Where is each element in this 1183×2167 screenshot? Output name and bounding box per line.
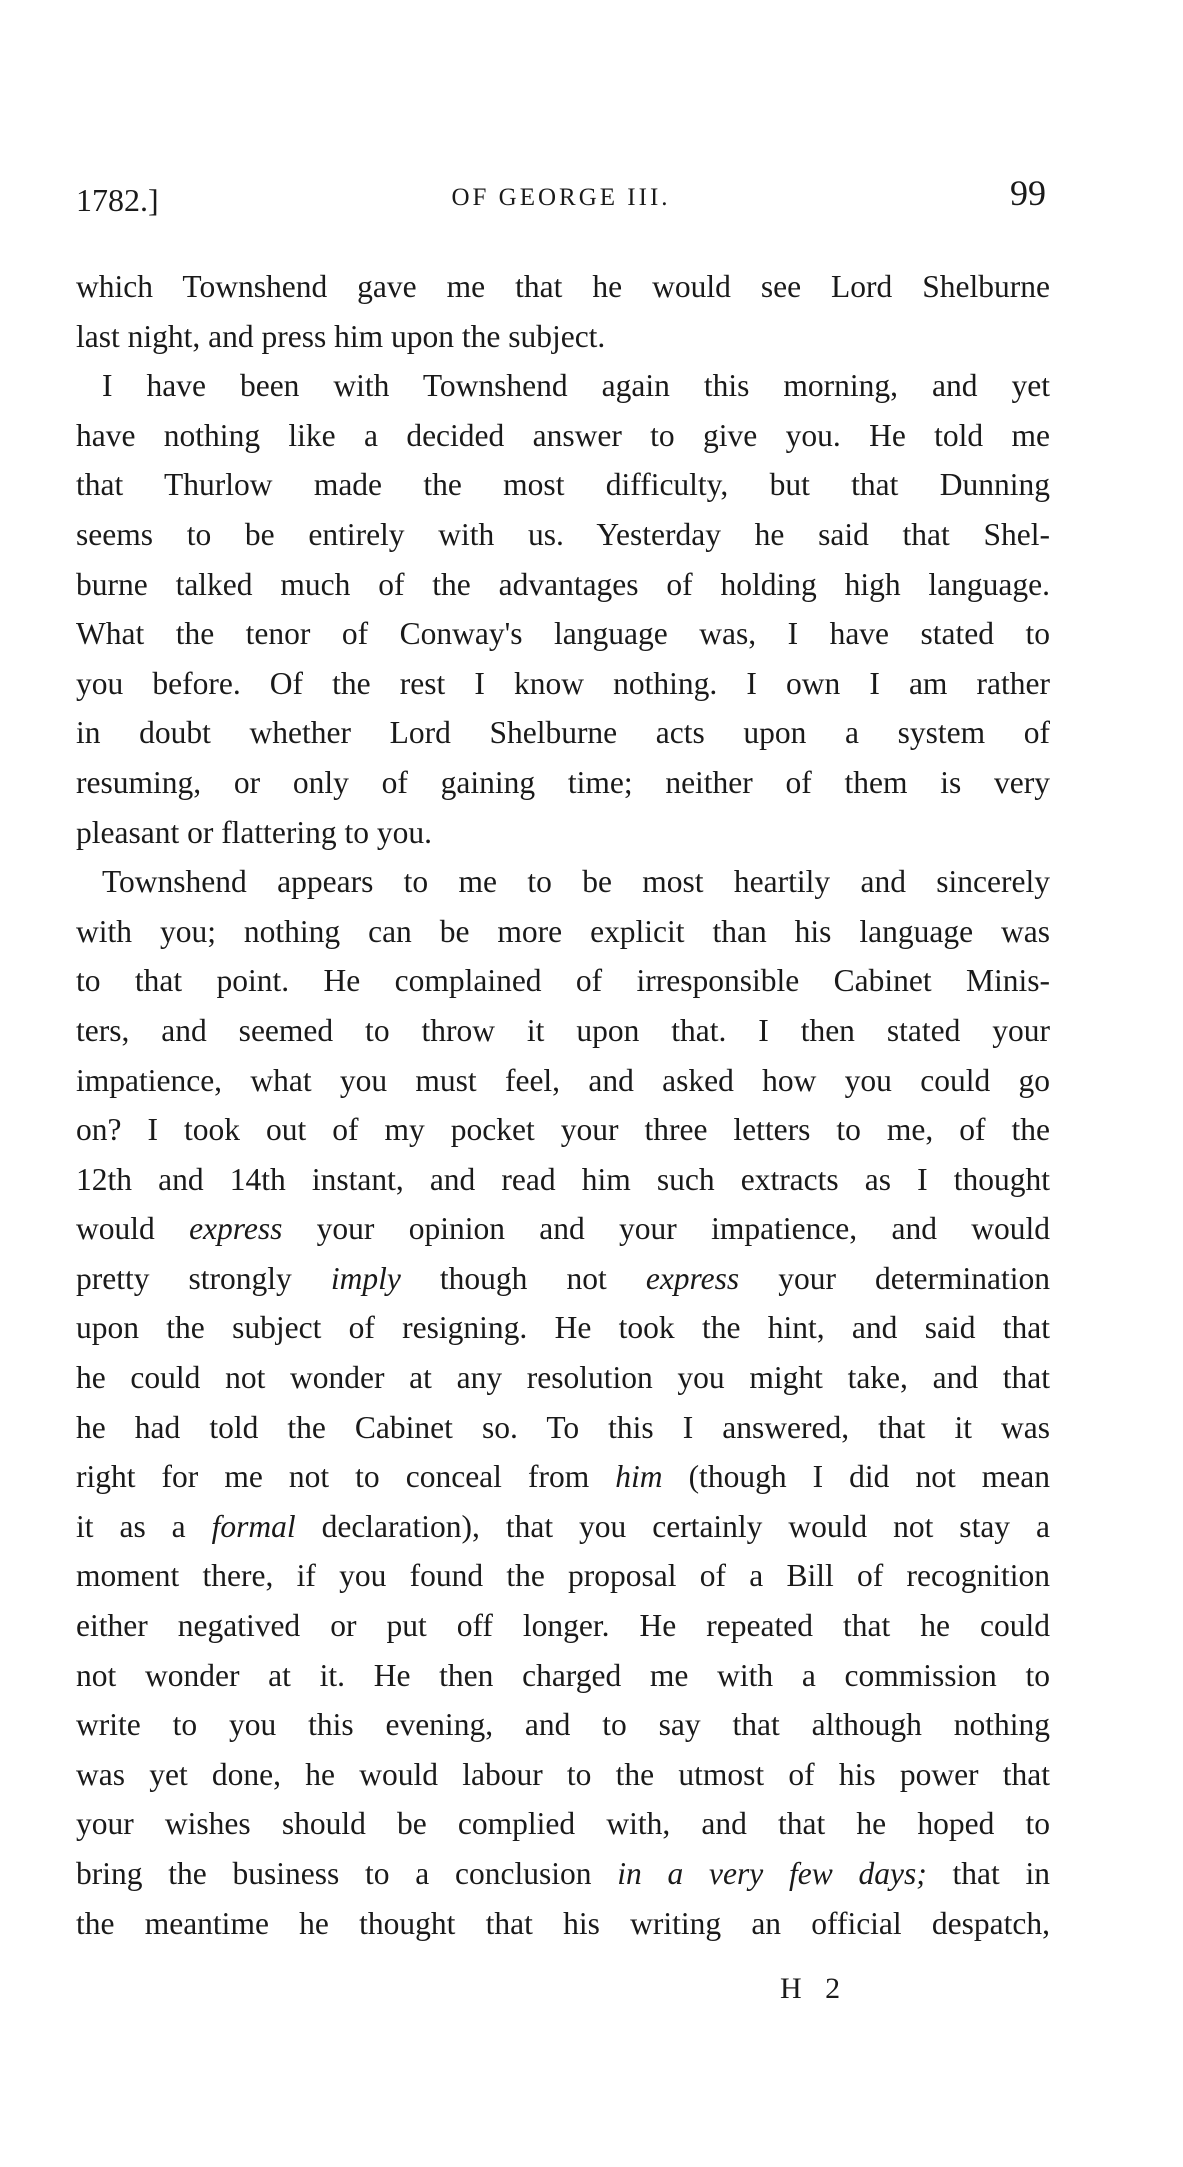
text-line (76, 1601, 1050, 1651)
text-segment: not wonder at it. He then charged me with a commission to (76, 1657, 1050, 1693)
text-line (76, 857, 1050, 907)
text-segment: moment there, if you found the proposal of a Bill of recognition (76, 1558, 1050, 1594)
text-segment: you before. Of the rest I know nothing. I own I am rather (76, 665, 1050, 701)
text-line (76, 808, 1050, 858)
text-line (76, 609, 1050, 659)
text-line (76, 659, 1050, 709)
text-segment: impatience, what you must feel, and asked how you could go (76, 1062, 1050, 1098)
header-title: OF GEORGE III. (451, 184, 671, 211)
text-segment: last night, and press him upon the subject. (76, 318, 606, 354)
text-line (76, 1353, 1050, 1403)
italic-text: formal (211, 1508, 296, 1544)
italic-text: him (615, 1459, 663, 1495)
text-line (76, 1155, 1050, 1205)
text-line (76, 1204, 1050, 1254)
text-segment: your wishes should be complied with, and that he hoped to (76, 1806, 1050, 1842)
text-line (76, 262, 1050, 312)
page-number: 99 (1010, 173, 1046, 213)
text-segment: Townshend appears to me to be most heartily and sincerely (102, 864, 1050, 900)
text-segment: have nothing like a decided answer to give you. He told me (76, 417, 1050, 453)
header-year: 1782.] (76, 182, 159, 218)
text-segment: with you; nothing can be more explicit than his language was (76, 913, 1050, 949)
text-line (76, 312, 1050, 362)
text-segment: pleasant or flattering to you. (76, 814, 433, 850)
text-line (76, 460, 1050, 510)
running-header (76, 173, 1046, 228)
text-segment: though not (400, 1260, 646, 1296)
text-segment: I have been with Townshend again this morning, and yet (102, 368, 1050, 404)
italic-text: in a very few days; (617, 1856, 927, 1891)
text-line (76, 1452, 1050, 1502)
text-segment: to that point. He complained of irresponsible Cabinet Minis- (76, 963, 1050, 999)
signature-mark: H 2 (780, 1972, 849, 2005)
text-segment: would (76, 1211, 190, 1247)
text-segment: he had told the Cabinet so. To this I answered, that it was (76, 1409, 1050, 1445)
text-segment: either negatived or put off longer. He repeated that he could (76, 1608, 1050, 1644)
text-segment: he could not wonder at any resolution you might take, and that (76, 1360, 1050, 1396)
text-segment: (though I did not mean (662, 1459, 1050, 1495)
text-segment: upon the subject of resigning. He took the hint, and said that (76, 1310, 1050, 1346)
text-segment: ters, and seemed to throw it upon that. I then stated your (76, 1012, 1050, 1048)
text-line (76, 1254, 1050, 1304)
text-segment: your opinion and your impatience, and would (282, 1211, 1050, 1247)
text-line (76, 1551, 1050, 1601)
text-line (76, 1502, 1050, 1552)
text-line (76, 1849, 1050, 1899)
text-segment: burne talked much of the advantages of holding high language. (76, 566, 1050, 602)
text-segment: your determination (739, 1260, 1050, 1296)
text-line (76, 956, 1050, 1006)
text-segment: that in (926, 1856, 1050, 1891)
text-segment: 12th and 14th instant, and read him such extracts as I thought (76, 1161, 1050, 1197)
italic-text: express (645, 1260, 740, 1296)
text-line (76, 907, 1050, 957)
text-line (76, 1899, 1050, 1949)
text-segment: that Thurlow made the most difficulty, but that Dunning (76, 467, 1050, 503)
text-segment: on? I took out of my pocket your three letters to me, of the (76, 1112, 1050, 1148)
text-segment: in doubt whether Lord Shelburne acts upon a system of (76, 715, 1050, 751)
text-segment: bring the business to a conclusion (76, 1856, 618, 1891)
text-line (76, 1750, 1050, 1800)
text-line (76, 411, 1050, 461)
text-segment: seems to be entirely with us. Yesterday he said that Shel- (76, 516, 1050, 552)
text-segment: resuming, or only of gaining time; neither of them is very (76, 764, 1050, 800)
text-line (76, 510, 1050, 560)
text-segment: which Townshend gave me that he would see Lord Shelburne (76, 269, 1050, 304)
text-segment: pretty strongly (76, 1260, 331, 1296)
text-line (76, 1303, 1050, 1353)
text-segment: was yet done, he would labour to the utmost of his power that (76, 1756, 1050, 1792)
text-line (76, 1056, 1050, 1106)
text-line (76, 1006, 1050, 1056)
text-line (76, 758, 1050, 808)
text-segment: What the tenor of Conway's language was, I have stated to (76, 616, 1050, 652)
italic-text: imply (330, 1260, 401, 1296)
text-line (76, 708, 1050, 758)
text-line (76, 1799, 1050, 1849)
text-segment: declaration), that you certainly would not stay a (295, 1508, 1050, 1544)
body-text (76, 262, 1050, 1948)
text-line (76, 1651, 1050, 1701)
text-line (76, 1700, 1050, 1750)
text-segment: write to you this evening, and to say that although nothing (76, 1707, 1050, 1743)
text-line (76, 1403, 1050, 1453)
text-line (76, 560, 1050, 610)
text-line (76, 361, 1050, 411)
text-segment: right for me not to conceal from (76, 1459, 616, 1495)
italic-text: express (189, 1211, 283, 1247)
text-segment: the meantime he thought that his writing an official despatch, (76, 1905, 1050, 1941)
text-line (76, 1105, 1050, 1155)
text-segment: it as a (76, 1508, 212, 1544)
